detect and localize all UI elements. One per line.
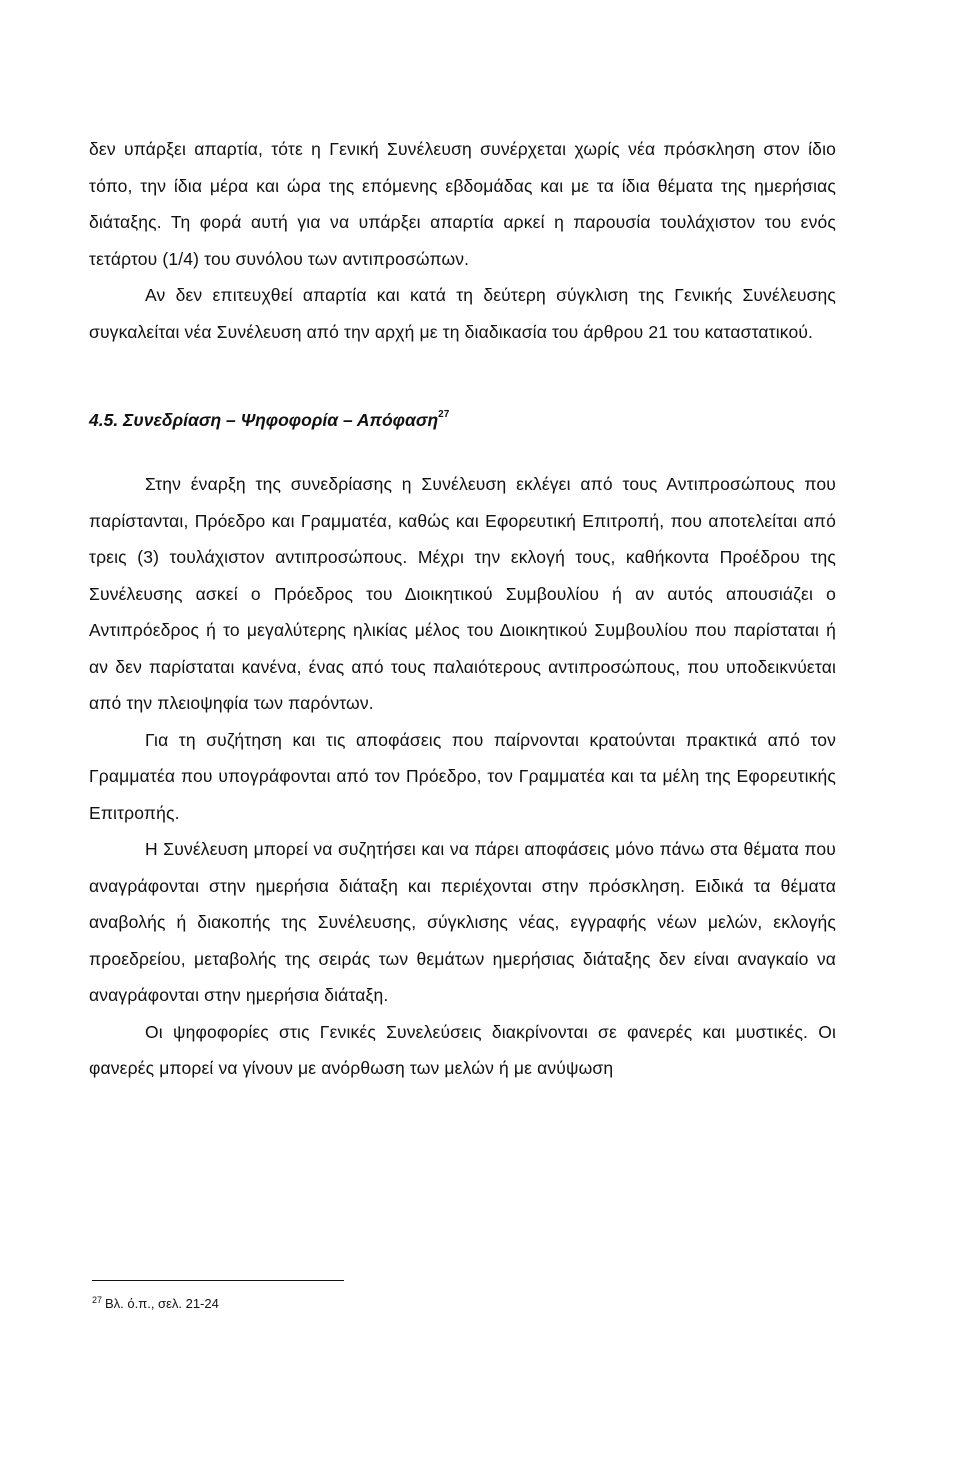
footnote-separator [92, 1280, 344, 1281]
footnote [92, 1294, 219, 1314]
paragraph-voting: Οι ψηφοφορίες στις Γενικές Συνελεύσεις διακρίνονται σε φανερές και μυστικές. Οι φανερές μπορεί να γίνουν με ανόρθωση των μελών ή με ανύψωση [89, 1021, 836, 1078]
section-heading [89, 408, 836, 432]
paragraph-agenda-items: Η Συνέλευση μπορεί να συζητήσει και να πάρει αποφάσεις μόνο πάνω στα θέματα που αναγράφονται στην ημερήσια διάταξη και περιέχονται στην πρόσκληση. Ειδικά τα θέματα αναβολής ή διακοπής της Συνέλευσης, σύγκλισης νέας, εγγραφής νέων μελών, εκλογής προεδρείου, μεταβολής της σειράς των θεμάτων ημερήσιας διάταξης δεν είναι αναγκαίο να αναγράφονται στην ημερήσια διάταξη. [89, 839, 836, 1005]
paragraph-session-opening: Στην έναρξη της συνεδρίασης η Συνέλευση εκλέγει από τους Αντιπροσώπους που παρίστανται, Πρόεδρο και Γραμματέα, καθώς και Εφορευτική Επιτροπή, που αποτελείται από τρεις (3) τουλάχιστον αντιπροσώπους. Μέχρι την εκλογή τους, καθήκοντα Προέδρου της Συνέλευσης ασκεί ο Πρόεδρος του Διοικητικού Συμβουλίου ή αν αυτός απουσιάζει ο Αντιπρόεδρος ή το μεγαλύτερης ηλικίας μέλος του Διοικητικού Συμβουλίου που παρίσταται ή αν δεν παρίσταται κανένα, ένας από τους παλαιότερους αντιπροσώπους, που υποδεικνύεται από την πλειοψηφία των παρόντων. [89, 474, 836, 713]
section-heading-text: 4.5. Συνεδρίαση – Ψηφοφορία – Απόφαση [89, 410, 439, 430]
paragraph-quorum-continuation: δεν υπάρξει απαρτία, τότε η Γενική Συνέλευση συνέρχεται χωρίς νέα πρόσκληση στον ίδιο τόπο, την ίδια μέρα και ώρα της επόμενης εβδομάδας και με τα ίδια θέματα της ημερήσιας διάταξης. Τη φορά αυτή για να υπάρξει απαρτία αρκεί η παρουσία τουλάχιστον του ενός τετάρτου (1/4) του συνόλου των αντιπροσώπων. [89, 139, 836, 269]
footnote-text: Βλ. ό.π., σελ. 21-24 [105, 1296, 219, 1311]
paragraph-second-convening: Αν δεν επιτευχθεί απαρτία και κατά τη δεύτερη σύγκλιση της Γενικής Συνέλευσης συγκαλείται νέα Συνέλευση από την αρχή με τη διαδικασία του άρθρου 21 του καταστατικού. [89, 285, 836, 342]
footnote-reference: 27 [438, 409, 450, 420]
paragraph-minutes: Για τη συζήτηση και τις αποφάσεις που παίρνονται κρατούνται πρακτικά από τον Γραμματέα που υπογράφονται από τον Πρόεδρο, τον Γραμματέα και τα μέλη της Εφορευτικής Επιτροπής. [89, 729, 836, 823]
footnote-number: 27 [92, 1295, 103, 1305]
document-body [89, 131, 836, 1087]
